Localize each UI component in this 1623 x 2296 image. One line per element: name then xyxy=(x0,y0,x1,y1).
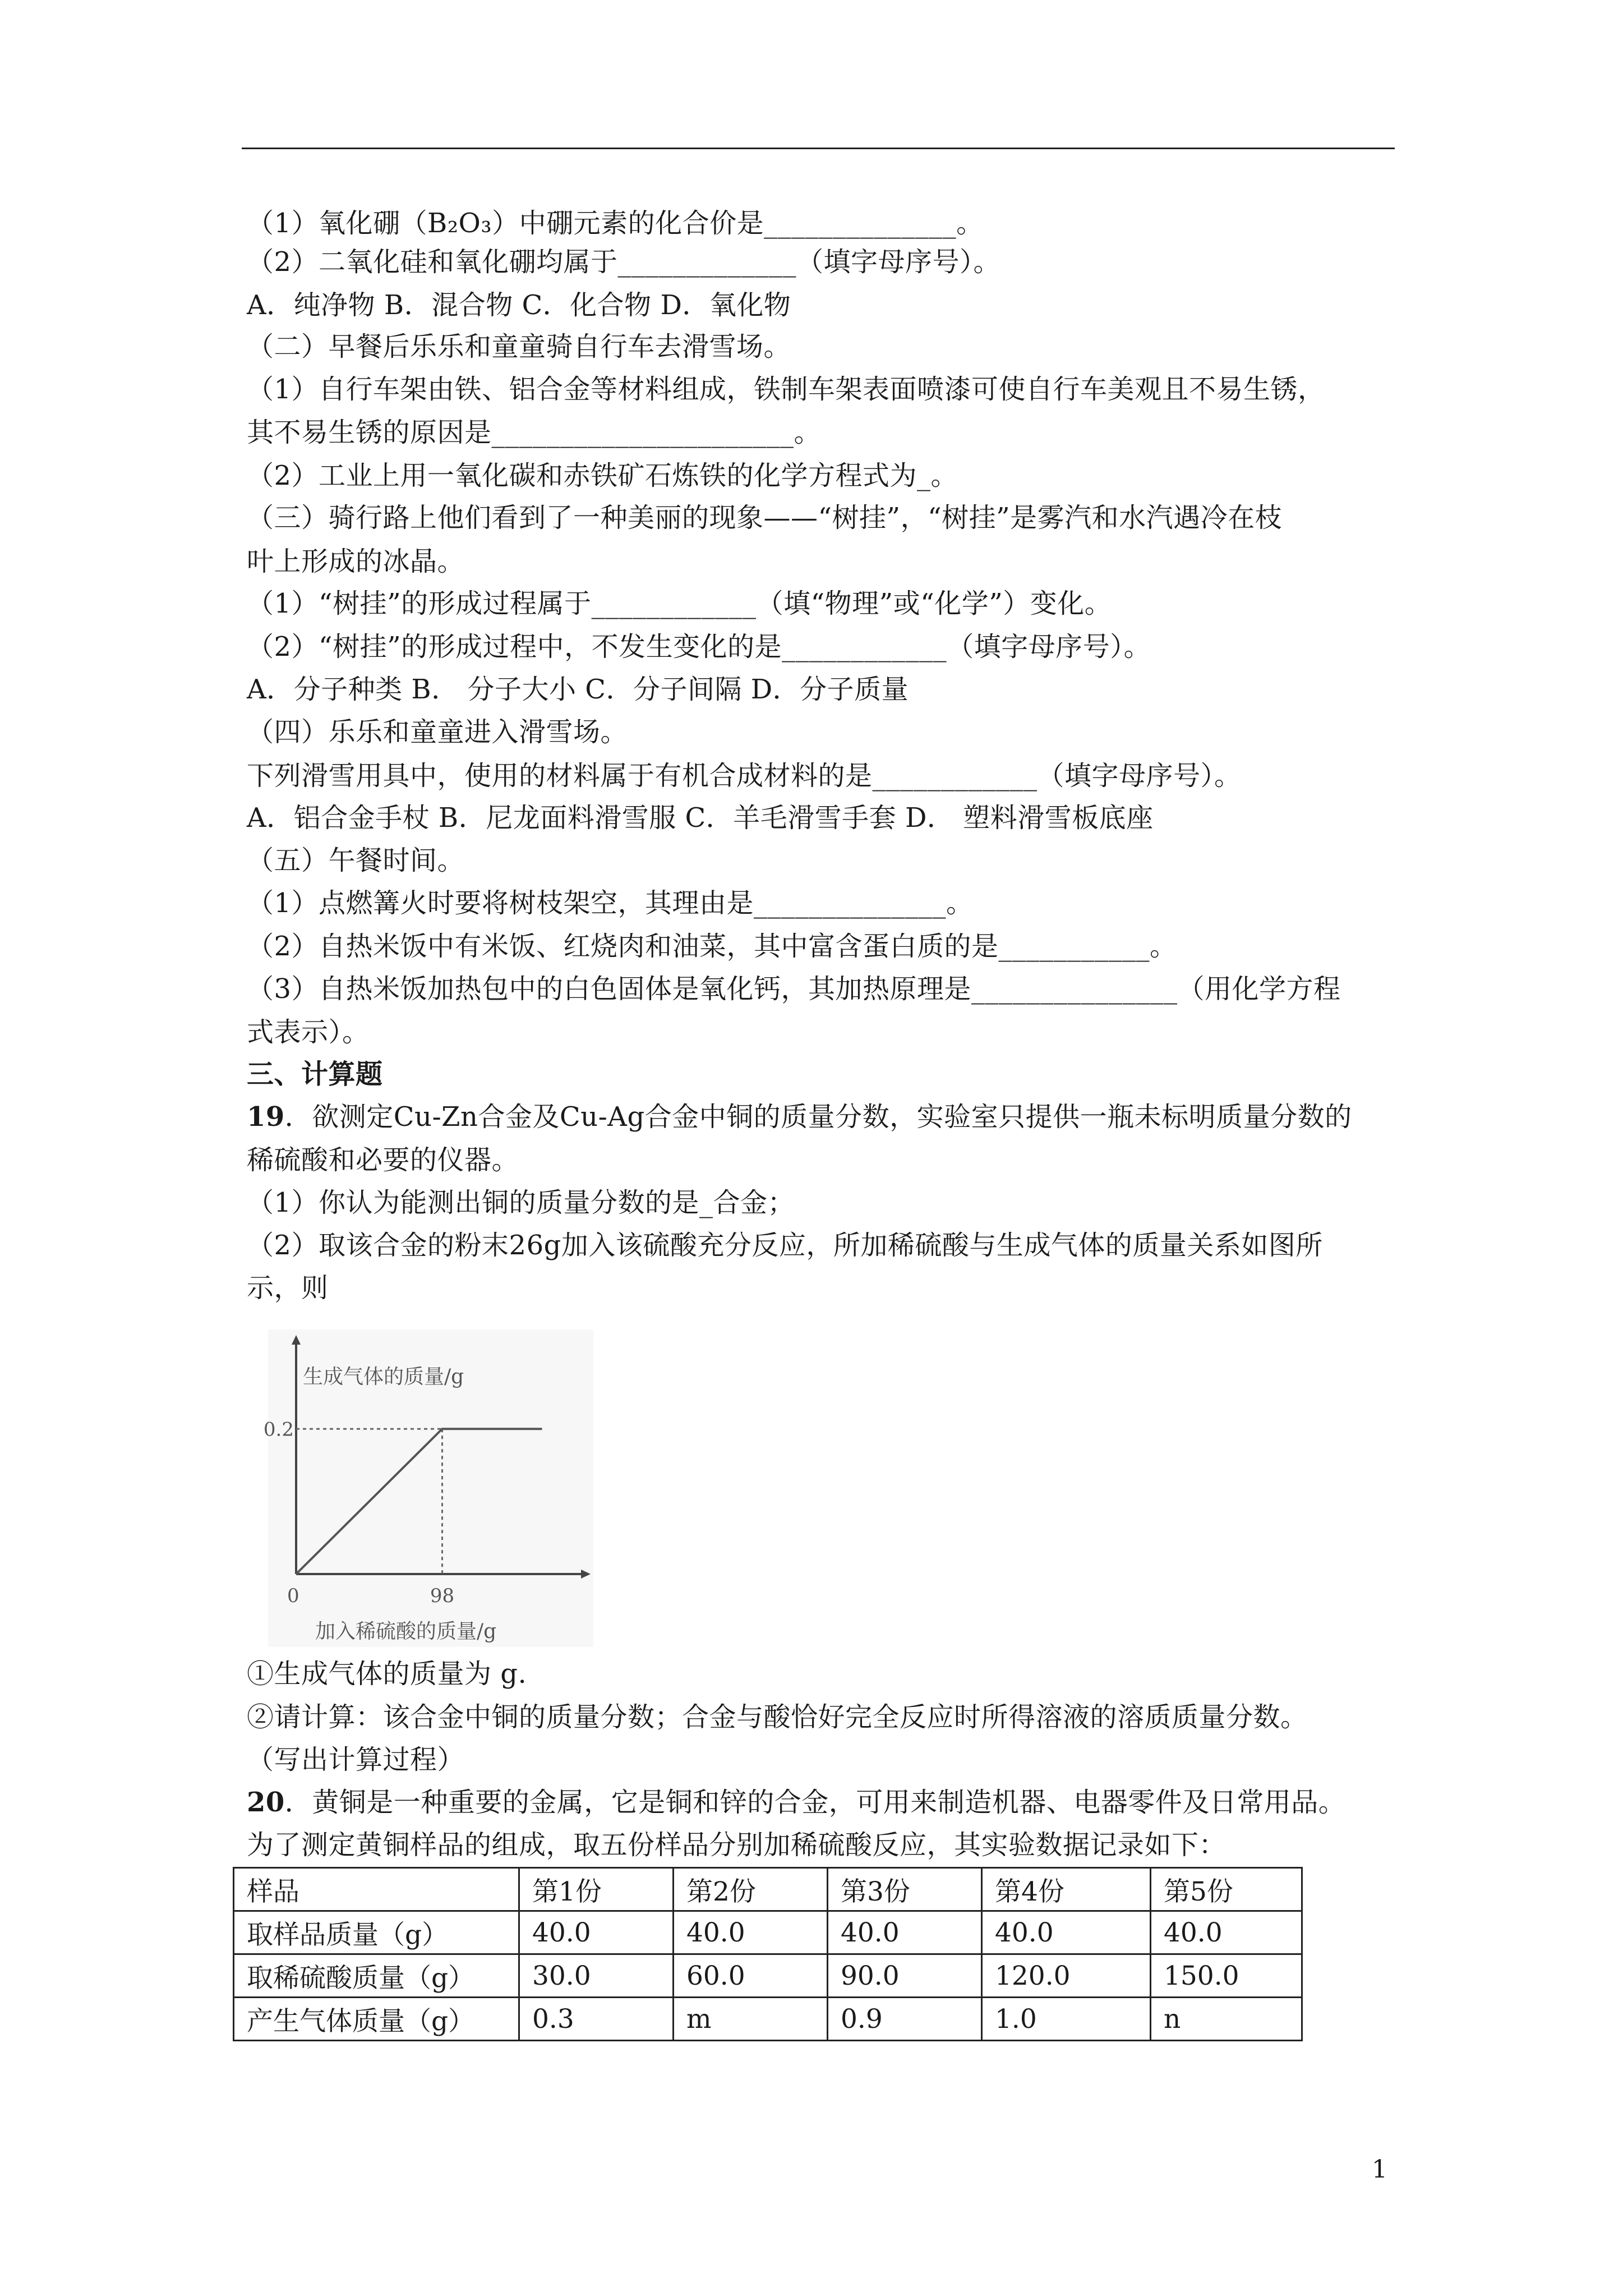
table-header-row xyxy=(234,1868,1302,1911)
text-line: （1）点燃篝火时要将树枝架空，其理由是______________。 xyxy=(247,887,974,919)
table-cell: 40.0 xyxy=(828,1911,982,1954)
text-line: ①生成气体的质量为 g. xyxy=(247,1658,527,1690)
text-line: （写出计算过程） xyxy=(247,1744,465,1775)
text-line: （2）取该合金的粉末26g加入该硫酸充分反应，所加稀硫酸与生成气体的质量关系如图所 xyxy=(247,1230,1323,1261)
table-cell: 0.3 xyxy=(519,1998,674,2041)
section-title: 三、计算题 xyxy=(247,1059,383,1090)
text-line: （1）“树挂”的形成过程属于____________（填“物理”或“化学”）变化。 xyxy=(247,588,1112,619)
table-cell: 第1份 xyxy=(519,1868,674,1911)
text-line: （2）“树挂”的形成过程中，不发生变化的是____________（填字母序号）。 xyxy=(247,631,1151,662)
table-cell: m xyxy=(674,1998,828,2041)
table-cell: 第2份 xyxy=(674,1868,828,1911)
header-rule xyxy=(242,148,1395,149)
text-line: （2）工业上用一氧化碳和赤铁矿石炼铁的化学方程式为_。 xyxy=(247,460,958,491)
text-line: （3）自热米饭加热包中的白色固体是氧化钙，其加热原理是_______________（用化学方程 xyxy=(247,973,1341,1005)
table-row xyxy=(234,1911,1302,1954)
table-cell: 120.0 xyxy=(982,1954,1151,1998)
table-cell: 样品 xyxy=(234,1868,519,1911)
text-line: （四）乐乐和童童进入滑雪场。 xyxy=(247,716,628,748)
table-cell: 0.9 xyxy=(828,1998,982,2041)
text-line: 稀硫酸和必要的仪器。 xyxy=(247,1144,519,1176)
table-cell: 取样品质量（g） xyxy=(234,1911,519,1954)
gas-mass-chart xyxy=(263,1329,593,1647)
text-line: （三）骑行路上他们看到了一种美丽的现象——“树挂”，“树挂”是雾汽和水汽遇冷在枝 xyxy=(247,502,1283,533)
text-line: 其不易生锈的原因是______________________。 xyxy=(247,417,822,448)
y-axis-label: 生成气体的质量/g xyxy=(303,1365,464,1388)
text-line: A．纯净物 B．混合物 C．化合物 D．氧化物 xyxy=(247,289,791,321)
text-line: （五）午餐时间。 xyxy=(247,845,465,876)
text-line: A．铝合金手杖 B．尼龙面料滑雪服 C．羊毛滑雪手套 D． 塑料滑雪板底座 xyxy=(247,802,1154,834)
y-tick-label: 0.2 xyxy=(263,1418,294,1441)
text-line: （1）氧化硼（B₂O₃）中硼元素的化合价是______________。 xyxy=(247,208,984,239)
question-20-line: 20．黄铜是一种重要的金属，它是铜和锌的合金，可用来制造机器、电器零件及日常用品。 xyxy=(247,1787,1346,1818)
table-cell: 第5份 xyxy=(1151,1868,1302,1911)
x-axis-label: 加入稀硫酸的质量/g xyxy=(315,1620,497,1643)
text-line: ②请计算：该合金中铜的质量分数；合金与酸恰好完全反应时所得溶液的溶质质量分数。 xyxy=(247,1701,1308,1733)
text-line: 下列滑雪用具中，使用的材料属于有机合成材料的是____________（填字母序号）。 xyxy=(247,760,1242,792)
table-cell: 40.0 xyxy=(982,1911,1151,1954)
table-row xyxy=(234,1998,1302,2041)
table-cell: 40.0 xyxy=(674,1911,828,1954)
table-cell: 第4份 xyxy=(982,1868,1151,1911)
table-cell: 取稀硫酸质量（g） xyxy=(234,1954,519,1998)
text-line: 叶上形成的冰晶。 xyxy=(247,546,465,577)
table-cell: 40.0 xyxy=(1151,1911,1302,1954)
text-line: 式表示）。 xyxy=(247,1016,370,1048)
question-number: 19 xyxy=(247,1101,285,1133)
page-number: 1 xyxy=(1372,2155,1387,2184)
text-line: （2）自热米饭中有米饭、红烧肉和油菜，其中富含蛋白质的是___________。 xyxy=(247,931,1177,962)
text-line: A．分子种类 B． 分子大小 C．分子间隔 D．分子质量 xyxy=(247,674,909,705)
table-cell: 90.0 xyxy=(828,1954,982,1998)
table-cell: 产生气体质量（g） xyxy=(234,1998,519,2041)
table-cell: 第3份 xyxy=(828,1868,982,1911)
text-line: 为了测定黄铜样品的组成，取五份样品分别加稀硫酸反应，其实验数据记录如下： xyxy=(247,1829,1227,1861)
origin-label: 0 xyxy=(287,1585,299,1607)
table-cell: 30.0 xyxy=(519,1954,674,1998)
table-cell: 1.0 xyxy=(982,1998,1151,2041)
table-cell: 60.0 xyxy=(674,1954,828,1998)
table-cell: 150.0 xyxy=(1151,1954,1302,1998)
table-cell: 40.0 xyxy=(519,1911,674,1954)
text-line: 示，则 xyxy=(247,1272,329,1304)
question-number: 20 xyxy=(247,1787,285,1818)
text-line: （1）你认为能测出铜的质量分数的是_合金； xyxy=(247,1187,795,1218)
question-19-line: 19．欲测定Cu-Zn合金及Cu-Ag合金中铜的质量分数，实验室只提供一瓶未标明质量分数的 xyxy=(247,1101,1352,1133)
table-cell: n xyxy=(1151,1998,1302,2041)
text-line: （1）自行车架由铁、铝合金等材料组成，铁制车架表面喷漆可使自行车美观且不易生锈， xyxy=(247,374,1325,405)
table-row xyxy=(234,1954,1302,1998)
text-line: （二）早餐后乐乐和童童骑自行车去滑雪场。 xyxy=(247,331,791,362)
sample-data-table xyxy=(233,1867,1303,2041)
x-tick-label: 98 xyxy=(430,1585,455,1607)
text-line: （2）二氧化硅和氧化硼均属于_____________（填字母序号）。 xyxy=(247,246,1001,278)
